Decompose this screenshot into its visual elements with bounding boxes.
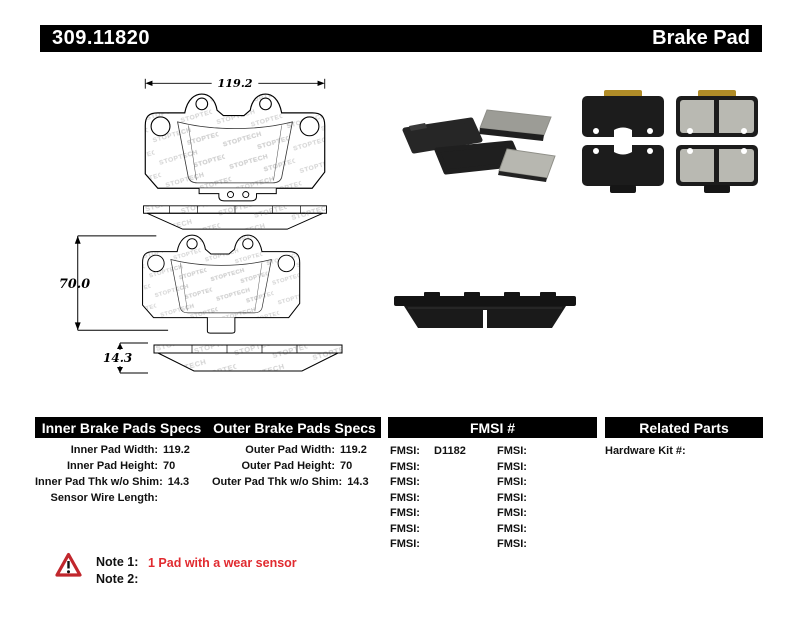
fmsi-label: FMSI:: [390, 460, 420, 473]
inner-specs-column: [35, 442, 207, 506]
spec-label: Inner Pad Thk w/o Shim:: [35, 476, 163, 488]
outer-specs-column: [212, 442, 384, 490]
fmsi-column-1: [390, 444, 466, 553]
note1-text: 1 Pad with a wear sensor: [148, 556, 297, 570]
note1-label: Note 1:: [96, 555, 139, 569]
fmsi-label: FMSI:: [390, 491, 420, 504]
part-number: 309.11820: [52, 27, 150, 49]
spec-row: [35, 442, 207, 458]
related-parts-column: [605, 444, 686, 459]
fmsi-label: FMSI:: [497, 538, 527, 550]
spec-row: [212, 458, 384, 474]
spec-label: Outer Pad Height:: [241, 460, 335, 472]
fmsi-header-bar: [388, 417, 597, 438]
spec-value: 14.3: [167, 476, 190, 488]
spec-row: [35, 458, 207, 474]
fmsi-header: FMSI #: [469, 419, 516, 436]
fmsi-column-2: [497, 444, 541, 553]
title-bar: [40, 25, 762, 52]
fmsi-row: [497, 537, 541, 553]
spec-row: [35, 474, 207, 490]
related-part-row: [605, 444, 686, 459]
fmsi-label: FMSI:: [390, 522, 420, 535]
spec-label: Outer Pad Width:: [245, 444, 335, 456]
spec-value: 119.2: [163, 444, 190, 456]
fmsi-row: [497, 506, 541, 522]
inner-specs-header: Inner Brake Pads Specs: [41, 419, 202, 436]
drawing-side-view-thickness: [100, 341, 345, 375]
fmsi-label: FMSI:: [497, 476, 527, 488]
fmsi-row: [390, 444, 466, 460]
spec-label: Outer Pad Thk w/o Shim:: [212, 476, 343, 488]
fmsi-row: [390, 506, 466, 522]
fmsi-label: FMSI:: [390, 476, 420, 488]
fmsi-label: FMSI:: [497, 507, 527, 519]
drawing-front-view-width: [135, 77, 335, 208]
spec-row: [212, 442, 384, 458]
outer-specs-header: Outer Brake Pads Specs: [213, 419, 376, 436]
fmsi-row: [390, 522, 466, 538]
note2-label: Note 2:: [96, 572, 139, 586]
product-photo-edge: [392, 280, 578, 338]
spec-label: Inner Pad Height:: [66, 460, 158, 472]
spec-value: [163, 490, 207, 506]
spec-value: 70: [340, 460, 353, 472]
related-part-label: Hardware Kit #:: [605, 445, 686, 457]
fmsi-label: FMSI:: [497, 460, 527, 473]
warning-triangle-icon: [55, 552, 82, 578]
fmsi-label: FMSI:: [497, 522, 527, 535]
specs-header-bar: [35, 417, 381, 438]
spec-row: [35, 490, 207, 506]
fmsi-row: [497, 475, 541, 491]
spec-value: 119.2: [340, 444, 367, 456]
drawing-front-view-height: [58, 231, 343, 341]
spec-value: 70: [163, 460, 176, 472]
fmsi-row: [390, 491, 466, 507]
related-parts-header: Related Parts: [639, 419, 729, 436]
fmsi-value: D1182: [434, 445, 466, 457]
dim-thickness-label: 14.3: [103, 351, 133, 365]
fmsi-label: FMSI:: [497, 491, 527, 504]
fmsi-label: FMSI:: [390, 445, 420, 457]
fmsi-row: [390, 537, 466, 553]
product-photo-front-back: [578, 88, 762, 198]
fmsi-row: [497, 460, 541, 476]
fmsi-row: [497, 491, 541, 507]
fmsi-row: [497, 522, 541, 538]
fmsi-label: FMSI:: [390, 507, 420, 519]
spec-row: [212, 474, 384, 490]
fmsi-row: [390, 460, 466, 476]
dim-height-label: 70.0: [59, 276, 91, 292]
fmsi-label: FMSI:: [390, 538, 420, 550]
spec-value: 14.3: [347, 476, 369, 488]
drawing-side-view-top: [140, 203, 330, 231]
fmsi-row: [497, 444, 541, 460]
product-type: Brake Pad: [652, 27, 750, 49]
fmsi-label: FMSI:: [497, 445, 527, 457]
spec-label: Sensor Wire Length:: [50, 492, 158, 504]
spec-label: Inner Pad Width:: [70, 444, 158, 456]
fmsi-row: [390, 475, 466, 491]
dim-width-label: 119.2: [217, 77, 253, 90]
related-parts-header-bar: [605, 417, 763, 438]
product-photo-angled-set: [395, 90, 565, 185]
